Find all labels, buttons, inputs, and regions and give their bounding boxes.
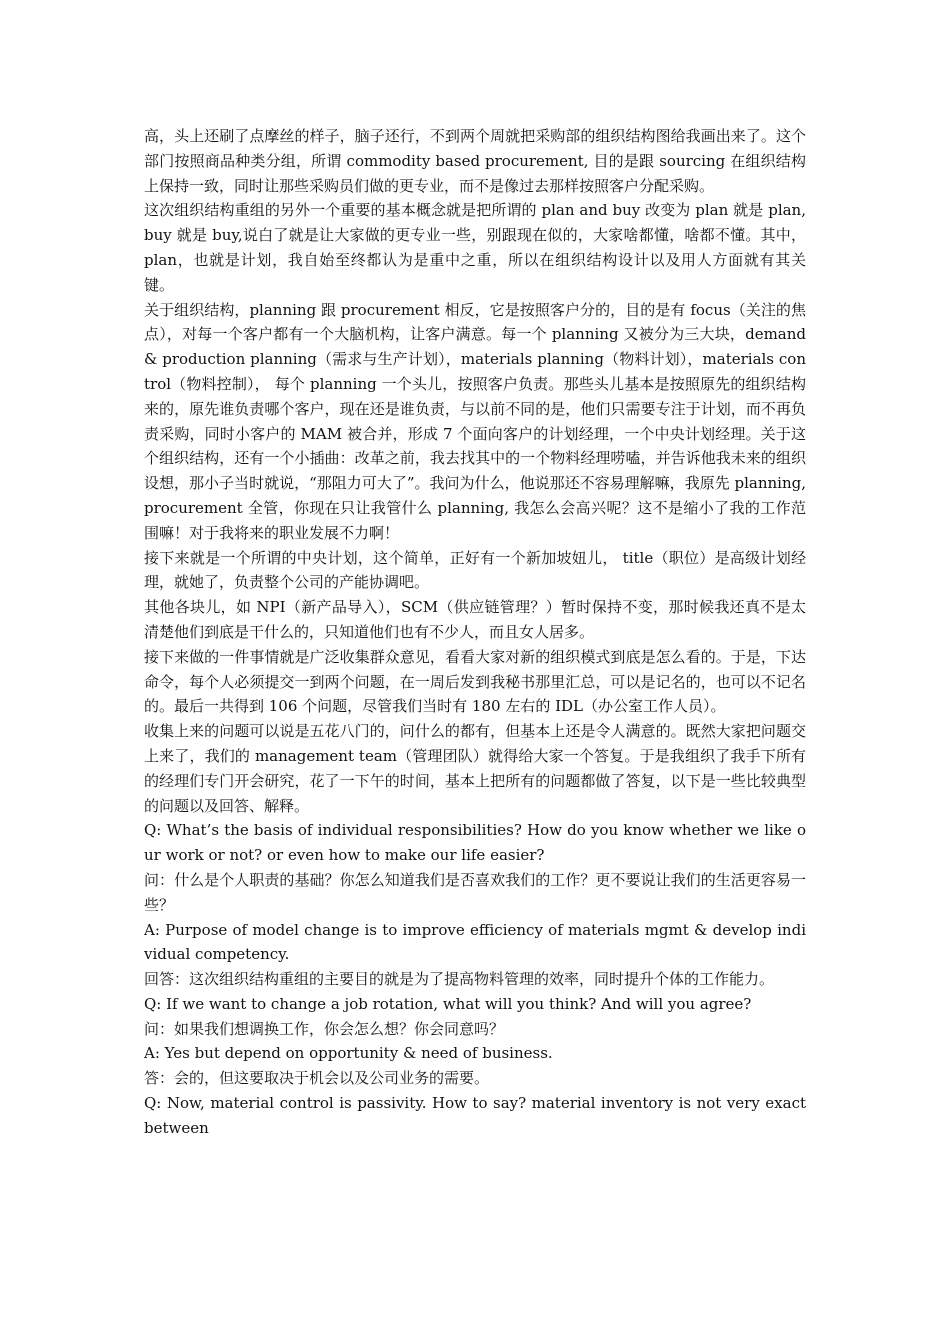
answer-1-en: A: Purpose of model change is to improve efficiency of materials mgmt & develop individual competency. — [144, 920, 806, 964]
paragraph-5: 其他各块儿，如 NPI（新产品导入），SCM（供应链管理？）暂时保持不变，那时候我还真不是太清楚他们到底是干什么的，只知道他们也有不少人，而且女人居多。 — [144, 598, 806, 641]
question-2-zh: 问：如果我们想调换工作，你会怎么想？你会同意吗？ — [144, 1019, 505, 1038]
question-1-en: Q: What’s the basis of individual responsibilities? How do you know whether we like our work or not? or even how to make our life easier? — [144, 821, 806, 865]
answer-2-en: A: Yes but depend on opportunity & need of business. — [144, 1044, 553, 1063]
paragraph-6: 接下来做的一件事情就是广泛收集群众意见，看看大家对新的组织模式到底是怎么看的。于是，下达命令，每个人必须提交一到两个问题，在一周后发到我秘书那里汇总，可以是记名的，也可以不记名的。最后一共得到 106 个问题，尽管我们当时有 180 左右的 IDL（办公室工作人员）。 — [144, 647, 806, 716]
paragraph-1: 高，头上还刷了点摩丝的样子，脑子还行，不到两个周就把采购部的组织结构图给我画出来了。这个部门按照商品种类分组，所谓 commodity based procurement, 目的是跟 sourcing 在组织结构上保持一致，同时让那些采购员们做的更专业，而不是像过去那样按照客户分配采购。 — [144, 127, 806, 195]
answer-1-zh: 回答：这次组织结构重组的主要目的就是为了提高物料管理的效率，同时提升个体的工作能力。 — [144, 970, 775, 989]
paragraph-3: 关于组织结构，planning 跟 procurement 相反，它是按照客户分的，目的是有 focus（关注的焦点），对每一个客户都有一个大脑机构，让客户满意。每一个 planning 又被分为三大块，demand & production planning（需求与生产计划），materials planning（物料计划），materials control（物料控制）， 每个 planning 一个头儿，按照客户负责。那些头儿基本是按照原先的组织结构来的，原先谁负责哪个客户，现在还是谁负责，与以前不同的是，他们只需要专注于计划，而不再负责采购，同时小客户的 MAM 被合并，形成 7 个面向客户的计划经理，一个中央计划经理。关于这个组织结构，还有一个小插曲：改革之前，我去找其中的一个物料经理唠嗑，并告诉他我未来的组织设想，那小子当时就说，“那阻力可大了”。我问为什么，他说那还不容易理解嘛，我原先 planning, procurement 全管，你现在只让我管什么 planning, 我怎么会高兴呢？这不是缩小了我的工作范围嘛！对于我将来的职业发展不力啊！ — [144, 300, 806, 542]
paragraph-7: 收集上来的问题可以说是五花八门的，问什么的都有，但基本上还是令人满意的。既然大家把问题交上来了，我们的 management team（管理团队）就得给大家一个答复。于是我组织了我手下所有的经理们专门开会研究，花了一下午的时间，基本上把所有的问题都做了答复，以下是一些比较典型的问题以及回答、解释。 — [144, 722, 806, 815]
question-2-en: Q: If we want to change a job rotation, what will you think? And will you agree? — [144, 994, 752, 1013]
document-body — [144, 124, 806, 1141]
question-1-zh: 问：什么是个人职责的基础？你怎么知道我们是否喜欢我们的工作？更不要说让我们的生活更容易一些？ — [144, 870, 806, 914]
answer-2-zh: 答：会的，但这要取决于机会以及公司业务的需要。 — [144, 1069, 490, 1088]
paragraph-4: 接下来就是一个所谓的中央计划，这个简单，正好有一个新加坡妞儿， title（职位）是高级计划经理，就她了，负责整个公司的产能协调吧。 — [144, 548, 806, 592]
question-3-en: Q: Now, material control is passivity. How to say? material inventory is not very exact between — [144, 1094, 806, 1137]
paragraph-2: 这次组织结构重组的另外一个重要的基本概念就是把所谓的 plan and buy 改变为 plan 就是 plan, buy 就是 buy,说白了就是让大家做的更专业一些，别跟现在似的，大家啥都懂，啥都不懂。其中，plan，也就是计划，我自始至终都认为是重中之重，所以在组织结构设计以及用人方面就有其关键。 — [144, 201, 806, 294]
